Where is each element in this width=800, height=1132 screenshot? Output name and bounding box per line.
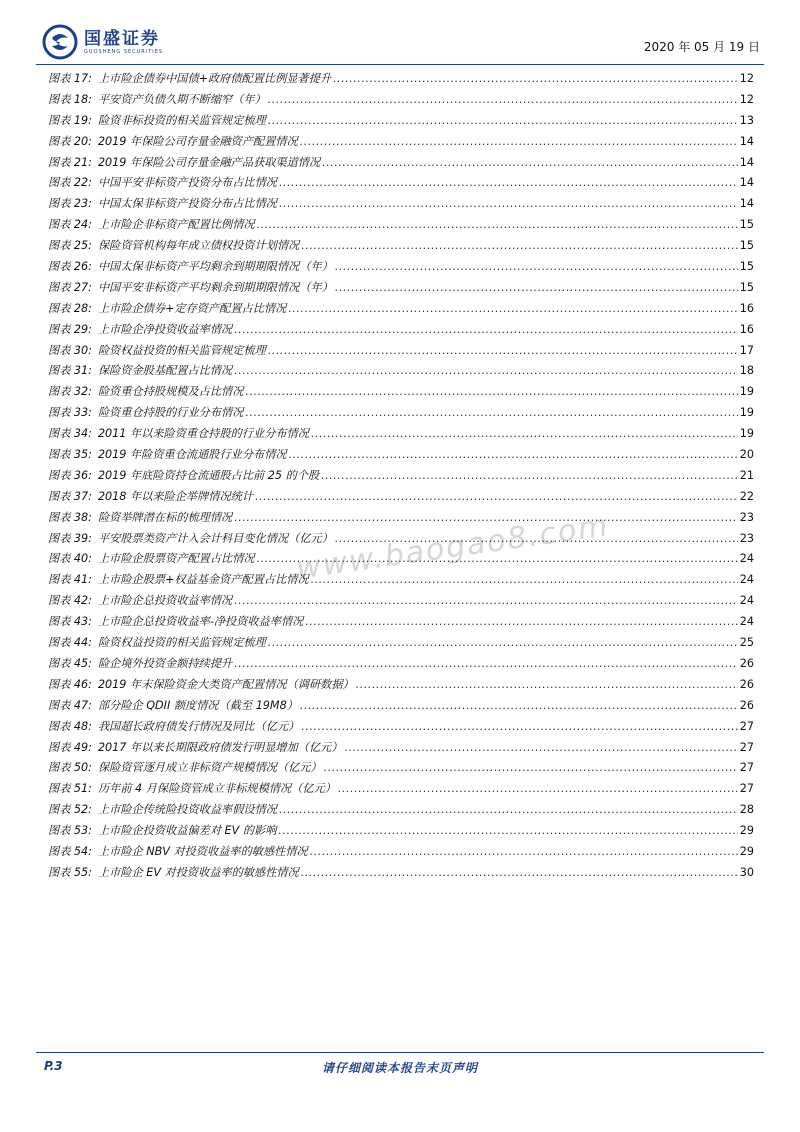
toc-entry-title: 上市险企股票+权益基金资产配置占比情况	[97, 573, 309, 587]
toc-leader-dots	[279, 803, 738, 816]
toc-entry-title: 2019 年险资重仓流通股行业分布情况	[97, 448, 287, 462]
toc-entry-label: 图表 32:	[48, 385, 92, 399]
toc-leader-dots	[268, 93, 738, 106]
toc-entry-title: 部分险企 QDII 额度情况（截至 19M8）	[97, 698, 298, 712]
toc-entry-label: 图表 22:	[48, 176, 92, 190]
toc-leader-dots	[268, 636, 738, 649]
toc-entry-title: 保险资管逐月成立非标资产规模情况（亿元）	[97, 761, 322, 775]
toc-entry-title: 保险资金股基配置占比情况	[97, 364, 233, 378]
toc-entry-page: 29	[739, 824, 754, 838]
toc-entry[interactable]	[48, 383, 754, 404]
toc-leader-dots	[300, 699, 738, 712]
toc-entry[interactable]	[48, 592, 754, 613]
toc-entry[interactable]	[48, 446, 754, 467]
disclaimer-text: 请仔细阅读本报告末页声明	[321, 1061, 478, 1075]
page-header	[36, 20, 764, 65]
toc-leader-dots	[301, 866, 738, 879]
toc-entry-label: 图表 17:	[48, 72, 92, 85]
toc-leader-dots	[338, 782, 738, 795]
logo-english-name: GUOSHENG SECURITIES	[84, 48, 164, 55]
toc-leader-dots	[335, 281, 738, 294]
toc-entry-page: 27	[739, 740, 754, 754]
toc-entry[interactable]	[48, 425, 754, 446]
toc-entry-label: 图表 43:	[48, 615, 92, 629]
toc-entry[interactable]	[48, 864, 754, 885]
toc-entry-title: 险资重仓持股的行业分布情况	[97, 406, 244, 420]
toc-entry[interactable]	[48, 467, 754, 488]
toc-entry-title: 中国平安非标资产平均剩余到期期限情况（年）	[97, 280, 333, 294]
toc-entry[interactable]	[48, 133, 754, 154]
toc-entry-title: 上市险企 NBV 对投资收益率的敏感性情况	[97, 844, 308, 858]
page-footer	[36, 1052, 764, 1075]
toc-entry-label: 图表 29:	[48, 322, 92, 336]
toc-leader-dots	[311, 427, 738, 440]
toc-entry[interactable]	[48, 571, 754, 592]
toc-entry[interactable]	[48, 718, 754, 739]
toc-entry-page: 15	[739, 239, 754, 253]
toc-entry-page: 27	[739, 761, 754, 775]
toc-entry-page: 23	[739, 510, 754, 524]
toc-entry-title: 险资重仓持股规模及占比情况	[97, 385, 244, 399]
toc-leader-dots	[268, 344, 738, 357]
toc-entry-label: 图表 18:	[48, 92, 92, 106]
toc-entry-label: 图表 28:	[48, 301, 92, 315]
toc-entry-label: 图表 25:	[48, 239, 92, 253]
toc-entry-title: 险资举牌潜在标的梳理情况	[97, 510, 233, 524]
toc-leader-dots	[234, 511, 738, 524]
toc-leader-dots	[310, 845, 738, 858]
toc-entry-title: 中国太保非标资产投资分布占比情况	[97, 197, 277, 211]
toc-entry-title: 2017 年以来长期限政府债发行明显增加（亿元）	[97, 740, 343, 754]
toc-entry[interactable]	[48, 739, 754, 760]
toc-entry[interactable]	[48, 195, 754, 216]
toc-entry-page: 15	[739, 280, 754, 294]
toc-entry-page: 21	[739, 468, 754, 482]
toc-entry[interactable]	[48, 154, 754, 175]
toc-entry[interactable]	[48, 488, 754, 509]
toc-entry-title: 上市险企 EV 对投资收益率的敏感性情况	[97, 865, 299, 879]
toc-entry-title: 2019 年末保险资金大类资产配置情况（调研数据）	[97, 677, 354, 691]
toc-entry-page: 18	[739, 364, 754, 378]
toc-entry-page: 22	[739, 489, 754, 503]
toc-entry-page: 29	[739, 844, 754, 858]
toc-entry-label: 图表 46:	[48, 677, 92, 691]
toc-entry-page: 26	[739, 677, 754, 691]
page-number: P.3	[44, 1059, 63, 1073]
toc-entry[interactable]	[48, 342, 754, 363]
toc-entry[interactable]	[48, 70, 754, 91]
toc-entry[interactable]	[48, 801, 754, 822]
toc-leader-dots	[311, 573, 738, 586]
toc-leader-dots	[257, 218, 738, 231]
guosheng-logo-icon	[42, 24, 78, 60]
toc-entry-label: 图表 49:	[48, 740, 92, 754]
toc-entry-label: 图表 33:	[48, 406, 92, 420]
toc-leader-dots	[245, 406, 737, 419]
toc-entry-label: 图表 37:	[48, 489, 92, 503]
toc-leader-dots	[289, 448, 738, 461]
toc-entry-title: 平安资产负债久期不断缩窄（年）	[97, 92, 266, 106]
toc-entry-title: 险企境外投资金额持续提升	[97, 656, 233, 670]
toc-entry-title: 上市险企非标资产配置比例情况	[97, 218, 255, 232]
toc-entry-page: 19	[739, 427, 754, 441]
toc-leader-dots	[345, 741, 738, 754]
toc-entry-label: 图表 21:	[48, 155, 92, 169]
toc-entry-page: 19	[739, 406, 754, 420]
toc-leader-dots	[324, 761, 738, 774]
toc-entry[interactable]	[48, 613, 754, 634]
toc-entry-page: 25	[739, 636, 754, 650]
toc-entry-page: 16	[739, 301, 754, 315]
toc-entry-page: 26	[739, 656, 754, 670]
toc-entry-label: 图表 34:	[48, 427, 92, 441]
toc-leader-dots	[257, 552, 738, 565]
table-of-figures	[48, 70, 754, 885]
toc-entry[interactable]	[48, 300, 754, 321]
toc-entry-label: 图表 51:	[48, 782, 92, 796]
toc-entry-title: 上市险企债券中国债+政府债配置比例显著提升	[97, 72, 332, 85]
toc-entry-title: 上市险企投资收益偏差对 EV 的影响	[97, 824, 277, 838]
toc-entry-label: 图表 41:	[48, 573, 92, 587]
toc-entry-page: 20	[739, 448, 754, 462]
toc-leader-dots	[301, 720, 737, 733]
toc-entry-page: 14	[739, 197, 754, 211]
toc-entry-title: 险资非标投资的相关监管规定梳理	[97, 113, 266, 127]
toc-entry[interactable]	[48, 91, 754, 112]
toc-entry-label: 图表 30:	[48, 343, 92, 357]
toc-entry[interactable]	[48, 843, 754, 864]
toc-entry-label: 图表 27:	[48, 280, 92, 294]
toc-entry-page: 19	[739, 385, 754, 399]
toc-entry-title: 历年前 4 月保险资管成立非标规模情况（亿元）	[97, 782, 336, 796]
toc-entry[interactable]	[48, 509, 754, 530]
toc-entry[interactable]	[48, 258, 754, 279]
toc-entry-title: 平安股票类资产计入会计科目变化情况（亿元）	[97, 531, 333, 545]
toc-leader-dots	[301, 239, 737, 252]
toc-entry[interactable]	[48, 321, 754, 342]
toc-leader-dots	[234, 364, 738, 377]
toc-entry-label: 图表 38:	[48, 510, 92, 524]
toc-leader-dots	[356, 678, 738, 691]
toc-entry-page: 16	[739, 322, 754, 336]
toc-leader-dots	[335, 260, 738, 273]
report-date: 2020 年 05 月 19 日	[643, 40, 760, 54]
toc-entry-label: 图表 53:	[48, 824, 92, 838]
toc-entry[interactable]	[48, 530, 754, 551]
toc-entry[interactable]	[48, 822, 754, 843]
toc-leader-dots	[321, 469, 738, 482]
toc-leader-dots	[305, 615, 737, 628]
toc-entry-label: 图表 47:	[48, 698, 92, 712]
toc-entry-page: 23	[739, 531, 754, 545]
toc-entry-page: 24	[739, 594, 754, 608]
toc-entry[interactable]	[48, 216, 754, 237]
toc-entry-label: 图表 35:	[48, 448, 92, 462]
toc-entry-label: 图表 54:	[48, 844, 92, 858]
toc-entry[interactable]	[48, 759, 754, 780]
toc-entry-title: 中国太保非标资产平均剩余到期期限情况（年）	[97, 260, 333, 274]
toc-entry[interactable]	[48, 174, 754, 195]
toc-entry-title: 中国平安非标资产投资分布占比情况	[97, 176, 277, 190]
toc-entry-page: 14	[739, 176, 754, 190]
toc-entry-page: 12	[739, 92, 754, 106]
toc-entry-page: 12	[739, 72, 754, 85]
toc-entry[interactable]	[48, 279, 754, 300]
toc-entry[interactable]	[48, 237, 754, 258]
toc-entry-page: 30	[739, 865, 754, 879]
watermark: www.baogao8.com	[294, 508, 612, 587]
toc-entry-label: 图表 24:	[48, 218, 92, 232]
toc-leader-dots	[234, 323, 738, 336]
toc-entry-page: 24	[739, 615, 754, 629]
toc-entry-page: 14	[739, 155, 754, 169]
toc-entry-label: 图表 39:	[48, 531, 92, 545]
toc-entry[interactable]	[48, 634, 754, 655]
toc-entry-title: 保险资管机构每年成立债权投资计划情况	[97, 239, 300, 253]
toc-entry-title: 上市险企股票资产配置占比情况	[97, 552, 255, 566]
toc-leader-dots	[335, 532, 738, 545]
toc-entry-title: 2018 年以来险企举牌情况统计	[97, 489, 254, 503]
toc-entry-page: 15	[739, 260, 754, 274]
toc-entry-title: 2019 年底险资持仓流通股占比前 25 的个股	[97, 468, 320, 482]
toc-leader-dots	[268, 114, 738, 127]
toc-entry[interactable]	[48, 655, 754, 676]
toc-entry-title: 上市险企传统险投资收益率假设情况	[97, 803, 277, 817]
toc-entry-title: 2011 年以来险资重仓持股的行业分布情况	[97, 427, 309, 441]
toc-leader-dots	[245, 385, 737, 398]
toc-entry-label: 图表 19:	[48, 113, 92, 127]
toc-entry-title: 2019 年保险公司存量金融产品获取渠道情况	[97, 155, 321, 169]
toc-entry-page: 27	[739, 782, 754, 796]
toc-entry-label: 图表 48:	[48, 719, 92, 733]
toc-entry-page: 26	[739, 698, 754, 712]
toc-leader-dots	[322, 156, 738, 169]
toc-entry-title: 上市险企债券+定存资产配置占比情况	[97, 301, 287, 315]
toc-entry[interactable]	[48, 697, 754, 718]
toc-entry-label: 图表 23:	[48, 197, 92, 211]
toc-entry-page: 24	[739, 552, 754, 566]
toc-leader-dots	[288, 302, 737, 315]
toc-leader-dots	[234, 594, 738, 607]
toc-entry[interactable]	[48, 112, 754, 133]
toc-entry-title: 2019 年保险公司存量金融资产配置情况	[97, 134, 298, 148]
toc-entry-page: 15	[739, 218, 754, 232]
toc-entry-label: 图表 31:	[48, 364, 92, 378]
toc-entry[interactable]	[48, 362, 754, 383]
toc-entry-page: 13	[739, 113, 754, 127]
toc-entry-page: 17	[739, 343, 754, 357]
toc-entry-title: 险资权益投资的相关监管规定梳理	[97, 636, 266, 650]
toc-leader-dots	[278, 824, 737, 837]
toc-leader-dots	[300, 135, 738, 148]
toc-entry-title: 上市险企总投资收益率-净投资收益率情况	[97, 615, 304, 629]
logo-chinese-name: 国盛证券	[84, 28, 160, 49]
toc-entry-label: 图表 52:	[48, 803, 92, 817]
toc-entry-label: 图表 20:	[48, 134, 92, 148]
company-logo	[42, 24, 163, 60]
toc-entry-label: 图表 55:	[48, 865, 92, 879]
toc-entry-label: 图表 26:	[48, 260, 92, 274]
toc-entry-title: 上市险企净投资收益率情况	[97, 322, 233, 336]
toc-entry-label: 图表 50:	[48, 761, 92, 775]
toc-entry-label: 图表 36:	[48, 468, 92, 482]
toc-leader-dots	[333, 72, 738, 85]
toc-entry-title: 上市险企总投资收益率情况	[97, 594, 233, 608]
toc-entry-page: 24	[739, 573, 754, 587]
toc-entry-title: 险资权益投资的相关监管规定梳理	[97, 343, 266, 357]
toc-entry[interactable]	[48, 676, 754, 697]
toc-leader-dots	[255, 490, 738, 503]
toc-entry[interactable]	[48, 780, 754, 801]
toc-entry-label: 图表 44:	[48, 636, 92, 650]
toc-leader-dots	[279, 176, 738, 189]
toc-entry-title: 我国超长政府债发行情况及同比（亿元）	[97, 719, 300, 733]
toc-entry-page: 27	[739, 719, 754, 733]
toc-entry[interactable]	[48, 550, 754, 571]
toc-entry[interactable]	[48, 404, 754, 425]
toc-entry-label: 图表 40:	[48, 552, 92, 566]
toc-entry-page: 28	[739, 803, 754, 817]
toc-leader-dots	[234, 657, 738, 670]
toc-entry-label: 图表 45:	[48, 656, 92, 670]
toc-leader-dots	[279, 197, 738, 210]
toc-entry-page: 14	[739, 134, 754, 148]
toc-entry-label: 图表 42:	[48, 594, 92, 608]
